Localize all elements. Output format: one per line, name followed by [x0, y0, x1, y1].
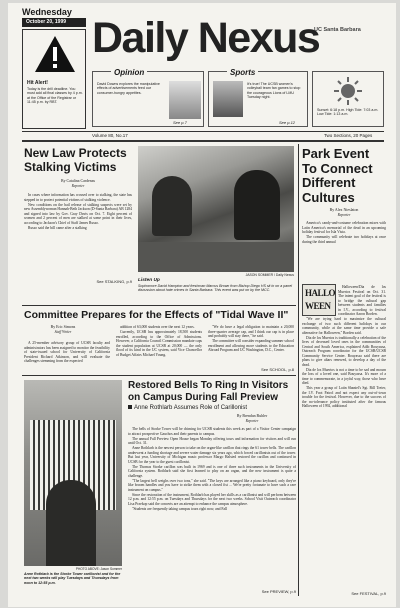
story4-byline — [208, 414, 296, 423]
story3-paragraph: "We do have a legal obligation to maintain a 20,000 three-quarter average cap, and I think our cap is in place and probably will stay there," he said. — [208, 325, 294, 338]
opinion-label: Opinion — [111, 68, 147, 77]
story2-paragraph: The community will celebrate two holidays at once during the third annual — [302, 235, 386, 244]
photo-figure — [46, 480, 96, 566]
photo-figure — [234, 170, 280, 240]
square-bullet-icon — [128, 405, 132, 409]
story1-paragraph: Russo said the bill came after a stalking — [28, 225, 87, 230]
story2-paragraph: Dia de los Muertos is traditionally a celebration of the lives of deceased loved ones in the communities of Central and South America, explained Adib Bouyassa, Outreach Program coordinator for the UCSB/UCSB Community Service Center. Bouyassa said there are plans to give altars renewed, to develop a day of the dead. — [302, 335, 386, 367]
story3-role: Staff Writer — [54, 329, 72, 334]
section-rule — [22, 305, 296, 306]
story2-headline: Park Event To Connect Different Cultures — [302, 146, 373, 205]
story2-body-side — [338, 285, 386, 315]
story3-byline — [24, 325, 102, 334]
story4-paragraph: "Students are frequently taking campus tours right now, and Fall — [132, 506, 228, 511]
section-rule — [22, 375, 296, 376]
story3-paragraph: Currently, UCSB has approximately 18,500 students enrolled, according to the Office of Admissions. However, a California Council Commission mandate caps the student population at UCSB at 20,000 — the only flood of its kind in the UC system, said Vice Chancellor of Budget Affairs Michael Young. — [116, 330, 202, 357]
story2-byline — [302, 208, 386, 217]
sports-text: It's true! The UCSB women's volleyball team fan games to stop the courageous Lions of LMU Tuesday night. — [247, 82, 301, 99]
story4-role: Reporter — [245, 418, 259, 423]
story4-paragraph: The annual Fall Preview Open House began Monday offering tours and information for visitors and will run until Oct. 31. — [128, 436, 296, 445]
story2-paragraph: This year a group of Latin Shaniel's Sgt. Bill Treier, the I.V. Foot Patrol and not expect any out-of-town trouble for the festival. However, due to the success of the no-tolerance policy instituted after the famous Halloween of 1992, additional — [302, 386, 386, 408]
sun-icon — [333, 76, 363, 106]
photo1-caption: Sophomore David Hampton and freshman Marcus Brown from Bishop Diego HS sit in on a panel discussion about hate crimes in Santa Barbara. This event was put on by the MCC. — [138, 284, 293, 293]
story1-byline — [24, 179, 132, 188]
sports-label: Sports — [227, 68, 258, 77]
weather-text: Sunset: 6:18 p.m. High Tide: 7:03 a.m. Low Tide: 1:13 a.m. — [317, 108, 379, 117]
halloween-graphic — [302, 284, 336, 316]
story4-headline: Restored Bells To Ring In Visitors on Campus During Fall Preview — [128, 380, 289, 403]
sections-label: Two Sections, 20 Pages — [324, 133, 373, 138]
story4-author: By Brendan Buhler — [236, 414, 268, 418]
masthead-rule — [22, 131, 384, 132]
photo-figure — [152, 176, 192, 236]
sports-see: See p.12 — [279, 120, 296, 125]
story1-paragraph: In cases where information has crossed over to stalking, the state has stepped in to protect potential victims of stalking violence. — [24, 193, 132, 202]
opinion-illustration — [169, 81, 201, 119]
story1-headline: New Law Protects Stalking Victims — [24, 146, 127, 174]
opinion-teaser — [92, 68, 204, 127]
opinion-see: See p.7 — [173, 120, 187, 125]
story3-paragraph: A 25-member advisory group of UCSB faculty and administrators has been assigned to monitor the feasibility of state-issued school for University of California President Richard Atkinson, and will evaluate the challenges stemming from the expected — [24, 341, 110, 363]
story4-paragraph: "The largest bell weighs over two tons," she said. "The keys are arranged like a piano keyboard, only they're like broom handles and you have to strike them with a closed fist ... We're pretty fortunate to have such a rare instrument on campus." — [128, 478, 296, 492]
story2-role: Reporter — [337, 212, 351, 217]
newspaper-subtitle: UC Santa Barbara — [314, 27, 361, 33]
photo1-credit: JASON SOMMER / Daily Nexus — [245, 273, 294, 277]
story4-paragraph: The Thomas Storke carillon was built in 1969 and is one of three such instruments in the University of California system. Rothlarb said she first learned to play on an organ, and the new instrument is quite a challenge. — [128, 464, 296, 478]
photo-panel-discussion — [138, 146, 294, 272]
story1-body — [24, 193, 132, 277]
photo2-credit: PHOTO ABOVE: Jason Sommer — [75, 567, 122, 571]
newspaper-page — [8, 3, 396, 607]
volume-label: Volume 80, No.17 — [92, 133, 128, 138]
warning-title: Hit Alert! — [27, 80, 48, 86]
photo2-caption: Anne Rothlarb is the Storke Tower carillonist and for the next two weeks will play Tuesdays and Thursdays from noon to 12:55 p.m. — [24, 572, 121, 585]
story3-paragraph: The committee will consider expanding summer school enrollment and allowing more students to the Education Abroad Program and UC Washington, D.C., Center. — [208, 339, 294, 352]
halloween-graphic-text: HALLO WEEN — [305, 288, 336, 311]
story4-paragraph: Anne Rothlarb is the newest person to take on the organ-like carillon that rings the 61 tower bells. The carillon underwent a funding shortage and severe water damage six years ago, which forced carillonists out of the tower. But last year, University of Michigan music professor Margo Halsted restored the carillon and continued in UCSB for the year to the guest carillonist. — [128, 446, 296, 464]
photo1-caption-title: Listen Up — [138, 278, 160, 283]
story2-paragraph: Halloween/Dia de los Muertos Festival on Oct. 31. The intent goal of the festival is to bridge the cultural gap between students and families in I.V., according to festival coordinator Aaron Borden. — [338, 285, 386, 315]
story4-jump: See PREVIEW, p.9 — [261, 589, 296, 594]
photo-desk — [138, 242, 294, 272]
newspaper-title: Daily Nexus — [92, 14, 320, 62]
opinion-text: David Downs explores the manipulative effects of advertisements feed our consumer-hungry appetites. — [97, 82, 160, 95]
story1-role: Reporter — [71, 183, 85, 188]
sports-teaser — [208, 68, 308, 127]
story4-body — [128, 427, 296, 587]
story3-author: By Eric Simons — [50, 325, 76, 329]
story3-paragraph: addition of 63,000 students over the next 12 years. — [120, 325, 195, 329]
story2-body-bottom — [302, 317, 386, 589]
weather-box — [312, 71, 384, 127]
story2-jump: See FESTIVAL, p.9 — [351, 591, 386, 596]
date-bar: October 20, 1999 — [22, 18, 86, 27]
story3-jump: See SCHOOL, p.8 — [261, 367, 294, 372]
column-rule — [298, 144, 299, 596]
story4-paragraph: The bells of Storke Tower will be chiming for UCSB students this week as part of a Visitor Center campaign to attract prospective Gauchos and their parents to campus. — [128, 427, 296, 436]
story3-col2 — [116, 325, 202, 369]
story4-paragraph: Since the restoration of the instrument, Rothlarb has played her skills as a carillonist and will perform between 12 p.m. and 12:55 p.m. on Tuesdays and Thursdays for the next two weeks. School Visit Outreach coordinator Lisa Przekop said the concerts are an attempt to enhance the campus atmosphere. — [128, 492, 296, 506]
story3-col1 — [24, 341, 110, 367]
warning-text: Today is the drill deadline. You must add all final classes by 4 p.m. at the Office of the Registrar or 11:45 p.m. by RBT. — [27, 87, 83, 104]
warning-icon — [33, 34, 77, 74]
story4-deck-text: Anne Rothlarb Assumes Role of Carillonist — [134, 405, 248, 411]
story1-author: By Catalina Cardenas — [61, 179, 95, 183]
story3-headline: Committee Prepares for the Effects of "Tidal Wave II" — [24, 309, 289, 321]
story2-body-top — [302, 221, 386, 283]
warning-box — [22, 29, 86, 129]
sports-photo — [213, 81, 243, 117]
story1-jump: See STALKING, p.9 — [96, 279, 132, 284]
story4-deck — [128, 405, 296, 412]
masthead-rule-2 — [22, 140, 384, 142]
day-label: Wednesday — [22, 7, 72, 17]
story2-paragraph: Dia de los Muertos is not a time to be sad and mourn the loss of a loved one, said Bouyassa. It's more of a time to commemorate, in a joyful way, those who have died. — [302, 367, 386, 385]
story3-col3 — [208, 325, 294, 365]
story1-paragraph: New conditions on the bail release of stalking suspects were set by new Assemblywoman Hannah-Beth Jackson (D-Santa Barbara) AB 1284 and signed into law by Gov. Gray Davis on Oct. 7. Eight percent of women and 2 percent of men are stalked at some point in their lives, according to Jackson's Chief of Staff James Russo. — [24, 202, 132, 225]
story2-author: By Alex Nieslaton — [329, 208, 359, 212]
story2-paragraph: "We are trying hard to maximize the cultural exchange of two such different holidays in our community, while at the same time provide a safe alternative for Halloween," Borden said. — [302, 317, 386, 335]
story2-paragraph: America's candy-and-costume celebration mixes with Latin America's memorial of the dead in an upcoming holiday festival for Isla Vista. — [302, 221, 386, 234]
photo-carillon — [24, 380, 122, 566]
